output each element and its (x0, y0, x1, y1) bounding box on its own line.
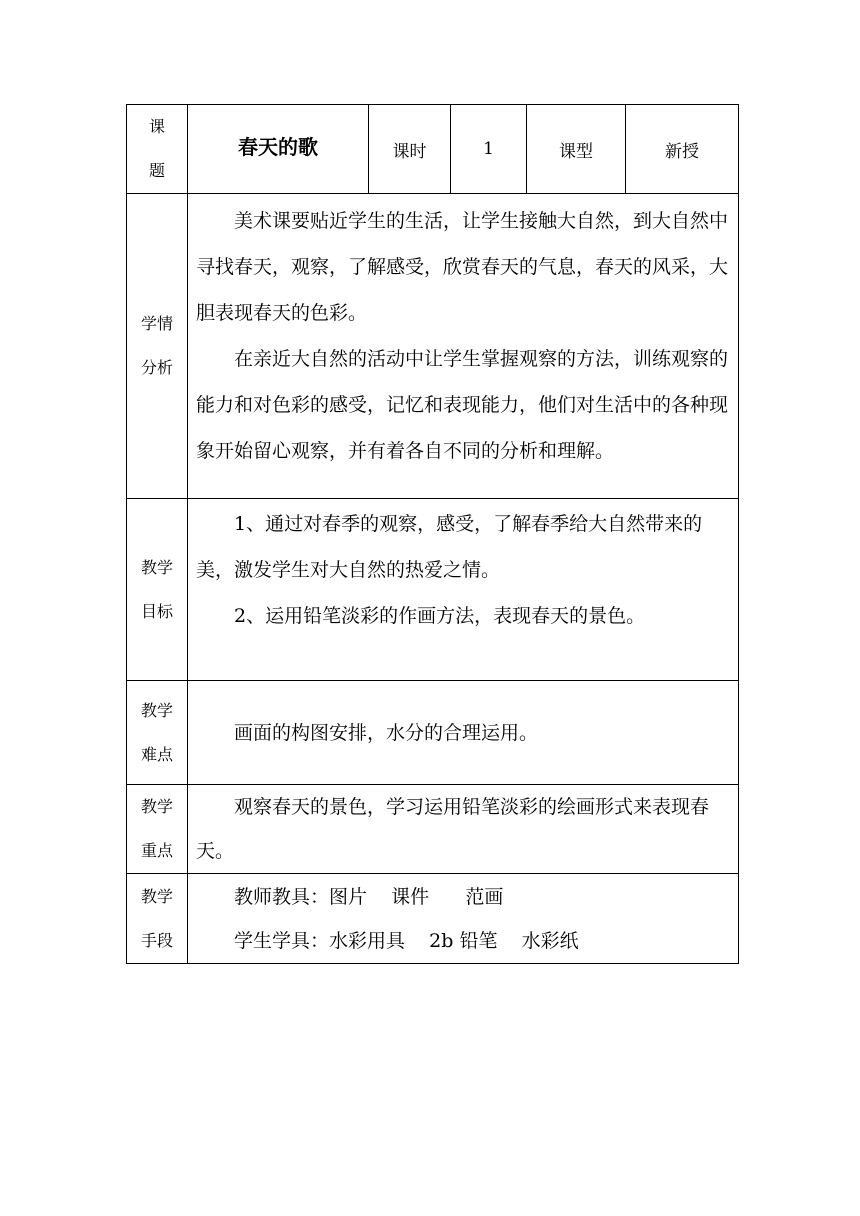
focus-paragraph: 观察春天的景色，学习运用铅笔淡彩的绘画形式来表现春天。 (196, 796, 710, 862)
means-content (188, 874, 739, 964)
means-paragraph: 学生学具：水彩用具 2b 铅笔 水彩纸 (234, 929, 579, 952)
goals-paragraph: 2、运用铅笔淡彩的作画方法，表现春天的景色。 (234, 605, 646, 627)
means-row (127, 874, 739, 964)
focus-content (188, 785, 739, 874)
difficulty-label: 教学 难点 (127, 681, 188, 785)
focus-label: 教学 重点 (127, 785, 188, 874)
difficulty-row (127, 681, 739, 785)
means-label: 教学 手段 (127, 874, 188, 964)
header-row (127, 105, 739, 194)
hours-value: 1 (451, 105, 527, 194)
difficulty-paragraph: 画面的构图安排，水分的合理运用。 (234, 721, 539, 744)
goals-paragraph: 1、通过对春季的观察，感受，了解春季给大自然带来的美，激发学生对大自然的热爱之情。 (196, 513, 703, 581)
type-value: 新授 (626, 105, 739, 194)
lesson-plan-table (126, 104, 739, 964)
goals-content (188, 499, 739, 681)
goals-label: 教学 目标 (127, 499, 188, 681)
focus-row (127, 785, 739, 874)
analysis-paragraph: 在亲近大自然的活动中让学生掌握观察的方法，训练观察的能力和对色彩的感受，记忆和表现能力，他们对生活中的各种现象开始留心观察，并有着各自不同的分析和理解。 (196, 348, 729, 462)
difficulty-content (188, 681, 739, 785)
topic-value: 春天的歌 (188, 105, 369, 194)
analysis-row (127, 194, 739, 499)
hours-label: 课时 (369, 105, 451, 194)
analysis-paragraph: 美术课要贴近学生的生活，让学生接触大自然，到大自然中寻找春天，观察，了解感受，欣赏春天的气息，春天的风采，大胆表现春天的色彩。 (196, 210, 729, 324)
topic-label: 课 题 (127, 105, 188, 194)
means-paragraph: 教师教具：图片 课件 范画 (234, 885, 504, 908)
analysis-label: 学情 分析 (127, 194, 188, 499)
goals-row (127, 499, 739, 681)
type-label: 课型 (527, 105, 626, 194)
analysis-content (188, 194, 739, 499)
